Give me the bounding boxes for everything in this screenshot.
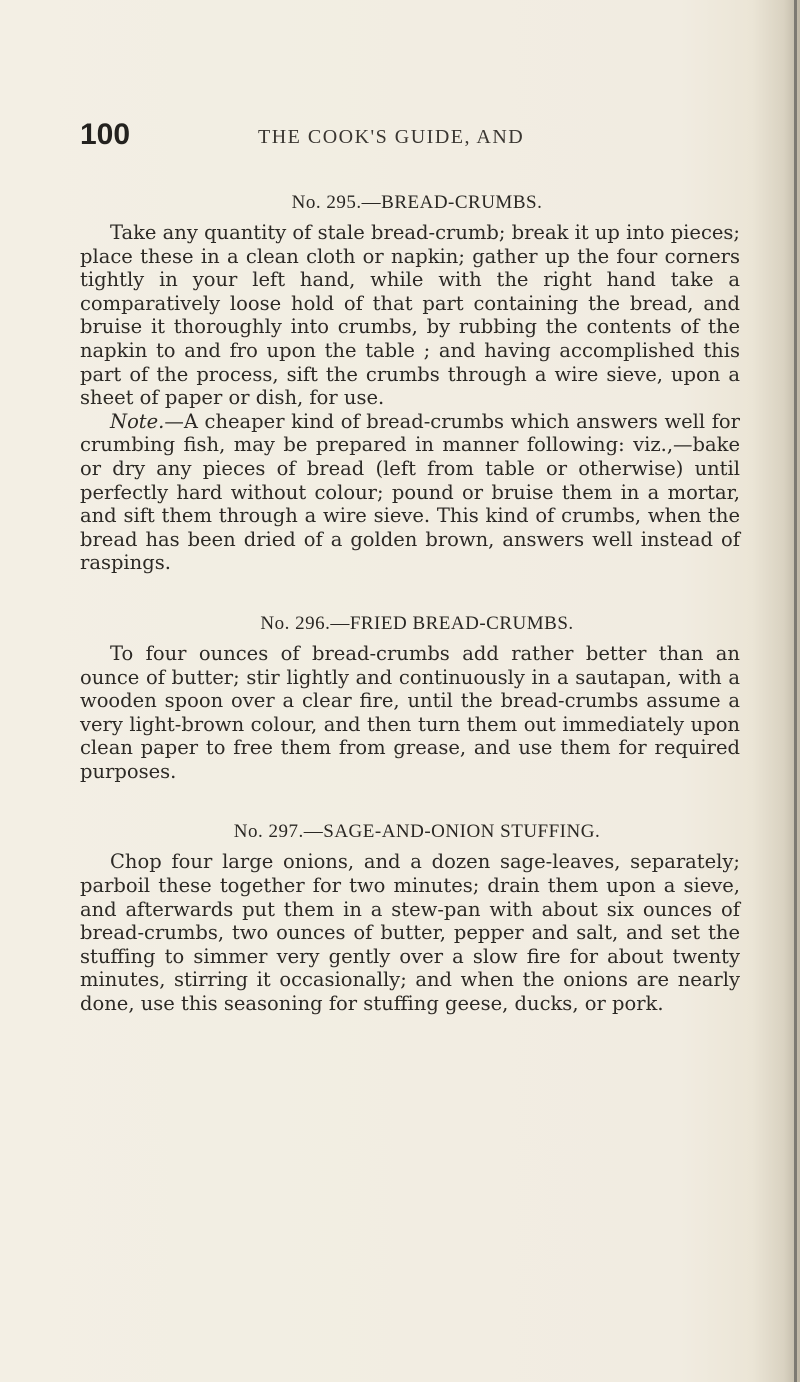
recipe-297	[80, 819, 740, 1015]
page-number: 100	[80, 118, 131, 151]
running-title: THE COOK'S GUIDE, AND	[258, 126, 525, 148]
recipe-note	[80, 410, 740, 575]
recipe-296	[80, 611, 740, 784]
recipe-heading: No. 295.—BREAD-CRUMBS.	[291, 192, 543, 213]
note-label: Note.	[110, 409, 165, 433]
recipe-paragraph: Chop four large onions, and a dozen sage-leaves, separately; parboil these together for two minutes; drain them upon a sieve, and afterwards put them in a stew-pan with about six ounces of bread-crumbs, two ounces of butter, pepper and salt, and set the stuffing to simmer very gently over a slow fire for about twenty minutes, stirring it occasionally; and when the onions are nearly done, use this seasoning for stuffing geese, ducks, or pork.	[80, 850, 740, 1016]
recipe-295	[80, 190, 740, 575]
recipe-paragraph: Take any quantity of stale bread-crumb; break it up into pieces; place these in a clean cloth or napkin; gather up the four corners tightly in your left hand, while with the right hand take a comparatively loose hold of that part containing the bread, and bruise it thoroughly into crumbs, by rubbing the contents of the napkin to and fro upon the table ; and having accomplished this part of the process, sift the crumbs through a wire sieve, upon a sheet of paper or dish, for use.	[80, 221, 740, 410]
page-edge-line	[794, 0, 797, 1382]
recipe-paragraph: To four ounces of bread-crumbs add rather better than an ounce of butter; stir lightly and continuously in a sautapan, with a wooden spoon over a clear fire, until the bread-crumbs assume a very light-brown colour, and then turn them out immediately upon clean paper to free them from grease, and use them for required purposes.	[80, 641, 740, 783]
recipe-heading: No. 296.—FRIED BREAD-CRUMBS.	[260, 612, 574, 634]
note-text: —A cheaper kind of bread-crumbs which answers well for crumbing fish, may be prepared in manner following: viz.,—bake or dry any pieces of bread (left from table or otherwise) until perfectly hard without colour; pound or bruise them in a mortar, and sift them through a wire sieve. This kind of crumbs, when the bread has been dried of a golden brown, answers well instead of raspings.	[80, 409, 740, 575]
page-content	[80, 190, 740, 1016]
running-head	[80, 118, 680, 158]
recipe-heading: No. 297.—SAGE-AND-ONION STUFFING.	[233, 821, 601, 843]
